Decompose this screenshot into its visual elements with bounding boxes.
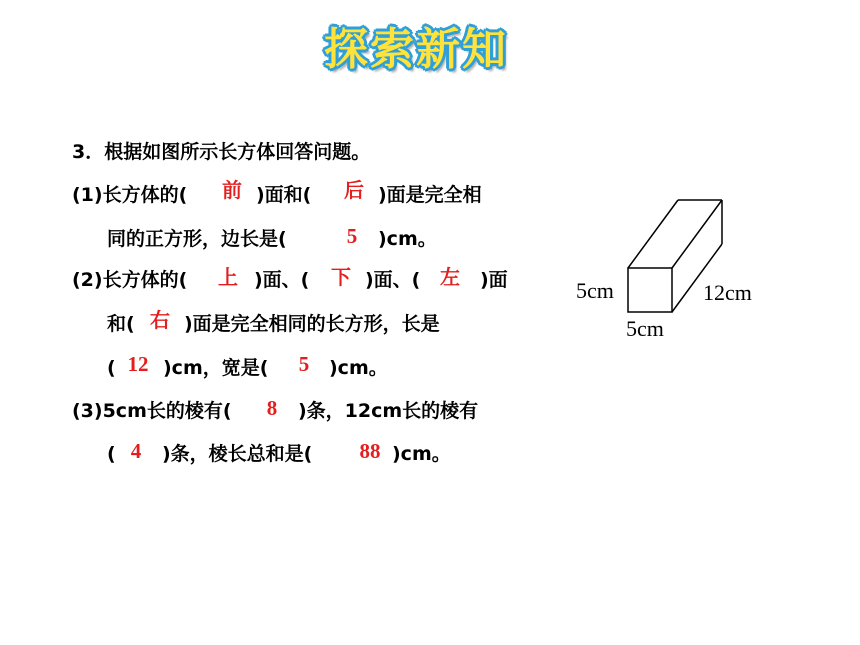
answer-width: 5	[298, 352, 310, 376]
label-length: 12cm	[703, 280, 752, 305]
q2-text-b: )面、(	[254, 269, 310, 291]
page-title: 探索新知	[324, 24, 508, 75]
q3-text-a: (3)5cm长的棱有(	[72, 400, 232, 422]
answer-length: 12	[127, 352, 149, 376]
q3-text-c: (	[107, 443, 116, 465]
q2-text-e: 和(	[107, 313, 135, 335]
answer-left: 左	[440, 265, 460, 289]
answer-front: 前	[222, 178, 242, 202]
label-height: 5cm	[576, 278, 614, 303]
answer-edges-5cm: 8	[266, 396, 278, 420]
q2-text-h: )cm，宽是(	[163, 357, 269, 379]
q1-text-d: 同的正方形，边长是(	[107, 228, 287, 250]
q1-text-b: )面和(	[256, 184, 312, 206]
q1-text-a: (1)长方体的(	[72, 184, 188, 206]
q2-text-i: )cm。	[329, 357, 388, 379]
q3-text-b: )条，12cm长的棱有	[298, 400, 479, 422]
cuboid-figure	[570, 190, 810, 350]
q2-text-a: (2)长方体的(	[72, 269, 188, 291]
answer-top: 上	[218, 265, 238, 289]
q1-text-c: )面是完全相	[378, 184, 482, 206]
label-width: 5cm	[626, 316, 664, 341]
q2-text-c: )面、(	[365, 269, 421, 291]
q2-text-g: (	[107, 357, 116, 379]
q2-text-d: )面	[480, 269, 508, 291]
q3-text-e: )cm。	[392, 443, 451, 465]
question-heading: 3．根据如图所示长方体回答问题。	[72, 141, 371, 163]
answer-edge-total: 88	[359, 439, 381, 463]
answer-edges-12cm: 4	[130, 439, 142, 463]
q3-text-d: )条，棱长总和是(	[162, 443, 313, 465]
answer-side-length: 5	[346, 224, 358, 248]
answer-right: 右	[150, 308, 170, 332]
answer-bottom: 下	[331, 265, 351, 289]
q2-text-f: )面是完全相同的长方形，长是	[184, 313, 440, 335]
answer-back: 后	[344, 178, 364, 202]
q1-text-e: )cm。	[378, 228, 437, 250]
